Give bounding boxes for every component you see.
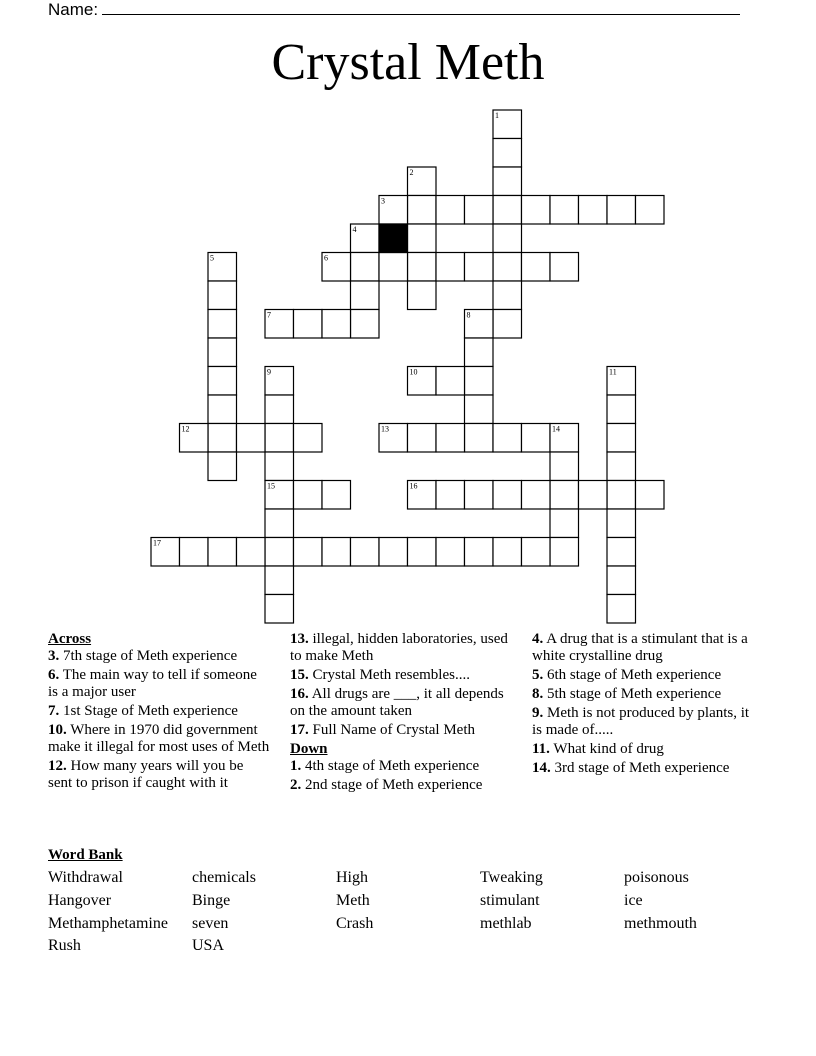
clue-number-10: 10: [409, 367, 418, 377]
grid-cell[interactable]: [208, 395, 237, 424]
word-bank-word: USA: [192, 937, 225, 954]
grid-cell[interactable]: [208, 253, 237, 282]
grid-cell[interactable]: [465, 253, 494, 282]
grid-cell[interactable]: [408, 481, 437, 510]
grid-cell[interactable]: [607, 196, 636, 225]
word-bank-word: Binge: [192, 892, 231, 909]
grid-cell[interactable]: [379, 253, 408, 282]
grid-cell[interactable]: [522, 196, 551, 225]
grid-cell[interactable]: [379, 538, 408, 567]
grid-cell[interactable]: [408, 424, 437, 453]
grid-cell[interactable]: [237, 424, 266, 453]
grid-cell[interactable]: [579, 196, 608, 225]
clue-column-1: [48, 631, 270, 794]
clue-across-15: 15. Crystal Meth resembles....: [290, 667, 470, 683]
grid-cell[interactable]: [607, 424, 636, 453]
grid-cell[interactable]: [550, 509, 579, 538]
grid-cell[interactable]: [522, 424, 551, 453]
grid-cell[interactable]: [465, 481, 494, 510]
clue-across-6: 6. The main way to tell if someone is a major user: [48, 667, 257, 700]
word-bank-word: Crash: [336, 915, 374, 932]
grid-cell[interactable]: [436, 481, 465, 510]
grid-cell[interactable]: [636, 196, 665, 225]
clue-across-7: 7. 1st Stage of Meth experience: [48, 703, 238, 719]
grid-cell[interactable]: [265, 395, 294, 424]
grid-cell[interactable]: [408, 224, 437, 253]
grid-cell[interactable]: [493, 167, 522, 196]
grid-cell[interactable]: [493, 253, 522, 282]
grid-cell[interactable]: [265, 310, 294, 339]
grid-cell[interactable]: [493, 196, 522, 225]
word-bank-word: methmouth: [624, 915, 697, 932]
clue-across-12: 12. How many years will you be sent to prison if caught with it: [48, 758, 244, 791]
grid-cell[interactable]: [465, 367, 494, 396]
grid-cell[interactable]: [351, 253, 380, 282]
grid-cell[interactable]: [493, 310, 522, 339]
clue-number-3: 3: [381, 196, 385, 206]
clue-across-16: 16. All drugs are ___, it all depends on the amount taken: [290, 686, 504, 719]
clue-number-8: 8: [466, 310, 471, 320]
grid-cell[interactable]: [294, 310, 323, 339]
grid-cell[interactable]: [607, 509, 636, 538]
grid-cell[interactable]: [522, 253, 551, 282]
clue-column-3: [532, 631, 762, 779]
grid-cell[interactable]: [493, 281, 522, 310]
grid-cell[interactable]: [607, 538, 636, 567]
word-bank-word: Meth: [336, 892, 370, 909]
grid-cell[interactable]: [493, 538, 522, 567]
grid-cell[interactable]: [636, 481, 665, 510]
clue-number-7: 7: [267, 310, 271, 320]
clue-across-17: 17. Full Name of Crystal Meth: [290, 722, 475, 738]
grid-cell[interactable]: [522, 481, 551, 510]
clue-down-11: 11. What kind of drug: [532, 741, 664, 757]
grid-cell[interactable]: [607, 595, 636, 624]
grid-cell[interactable]: [493, 139, 522, 168]
grid-cell[interactable]: [265, 509, 294, 538]
clue-number-5: 5: [210, 253, 214, 263]
clue-down-5: 5. 6th stage of Meth experience: [532, 667, 722, 683]
grid-cell[interactable]: [351, 538, 380, 567]
grid-cell[interactable]: [237, 538, 266, 567]
grid-cell[interactable]: [208, 281, 237, 310]
word-bank-title: Word Bank: [48, 847, 123, 863]
grid-cell[interactable]: [322, 538, 351, 567]
grid-cell[interactable]: [550, 424, 579, 453]
grid-cell[interactable]: [322, 310, 351, 339]
word-bank-word: High: [336, 869, 368, 886]
black-cell: [379, 224, 408, 253]
grid-cell[interactable]: [408, 253, 437, 282]
grid-cell[interactable]: [322, 481, 351, 510]
grid-cell[interactable]: [265, 566, 294, 595]
page-title: Crystal Meth: [271, 34, 545, 91]
name-field[interactable]: [48, 0, 740, 20]
across-header: Across: [48, 631, 92, 647]
grid-cell[interactable]: [493, 224, 522, 253]
clue-number-6: 6: [324, 253, 328, 263]
grid-cell[interactable]: [436, 253, 465, 282]
down-header: Down: [290, 741, 328, 757]
clue-down-8: 8. 5th stage of Meth experience: [532, 686, 722, 702]
clue-number-17: 17: [153, 538, 161, 548]
grid-cell[interactable]: [408, 367, 437, 396]
clue-number-14: 14: [552, 424, 560, 434]
word-bank-word: methlab: [480, 915, 532, 932]
grid-cell[interactable]: [408, 281, 437, 310]
name-underline: [102, 0, 740, 15]
clue-number-12: 12: [181, 424, 190, 434]
word-bank-word: Rush: [48, 937, 81, 954]
word-bank-word: Tweaking: [480, 869, 543, 886]
grid-cell[interactable]: [436, 367, 465, 396]
grid-cell[interactable]: [607, 481, 636, 510]
grid-cell[interactable]: [208, 538, 237, 567]
clue-down-9: 9. Meth is not produced by plants, it is made of.....: [532, 705, 750, 738]
grid-cell[interactable]: [180, 538, 209, 567]
grid-cell[interactable]: [607, 452, 636, 481]
grid-cell[interactable]: [465, 338, 494, 367]
grid-cell[interactable]: [493, 424, 522, 453]
grid-cell[interactable]: [408, 167, 437, 196]
grid-cell[interactable]: [607, 566, 636, 595]
grid-cell[interactable]: [208, 452, 237, 481]
word-bank-word: chemicals: [192, 869, 256, 886]
clue-number-9: 9: [267, 367, 271, 377]
grid-cell[interactable]: [550, 452, 579, 481]
clue-number-4: 4: [352, 225, 357, 234]
clue-down-4: 4. A drug that is a stimulant that is a white crystalline drug: [532, 631, 748, 664]
word-bank-word: stimulant: [480, 892, 540, 909]
clue-number-2: 2: [409, 168, 414, 177]
clue-across-13: 13. illegal, hidden laboratories, used to make Meth: [290, 631, 508, 664]
grid-cell[interactable]: [436, 424, 465, 453]
word-bank-word: Withdrawal: [48, 869, 123, 886]
grid-cell[interactable]: [294, 424, 323, 453]
clue-down-14: 14. 3rd stage of Meth experience: [532, 760, 730, 776]
grid-cell[interactable]: [493, 481, 522, 510]
grid-cell[interactable]: [265, 481, 294, 510]
grid-cell[interactable]: [294, 538, 323, 567]
grid-cell[interactable]: [351, 310, 380, 339]
grid-cell[interactable]: [579, 481, 608, 510]
clue-number-16: 16: [409, 481, 418, 491]
name-label: Name:: [48, 0, 99, 19]
grid-cell[interactable]: [265, 367, 294, 396]
grid-cell[interactable]: [522, 538, 551, 567]
grid-cell[interactable]: [322, 253, 351, 282]
grid-cell[interactable]: [208, 310, 237, 339]
grid-cell[interactable]: [294, 481, 323, 510]
grid-cell[interactable]: [379, 196, 408, 225]
clue-down-1: 1. 4th stage of Meth experience: [290, 758, 480, 774]
grid-cell[interactable]: [408, 196, 437, 225]
grid-cell[interactable]: [265, 538, 294, 567]
grid-cell[interactable]: [607, 395, 636, 424]
grid-cell[interactable]: [351, 224, 380, 253]
grid-cell[interactable]: [465, 395, 494, 424]
grid-cell[interactable]: [265, 452, 294, 481]
grid-cell[interactable]: [351, 281, 380, 310]
grid-cell[interactable]: [493, 110, 522, 139]
grid-cell[interactable]: [265, 424, 294, 453]
grid-cell[interactable]: [208, 367, 237, 396]
grid-cell[interactable]: [607, 367, 636, 396]
grid-cell[interactable]: [550, 253, 579, 282]
grid-cell[interactable]: [436, 538, 465, 567]
clue-number-11: 11: [609, 367, 617, 377]
clue-number-15: 15: [267, 481, 275, 491]
grid-cell[interactable]: [151, 538, 180, 567]
word-bank-word: Hangover: [48, 892, 112, 909]
grid-cell[interactable]: [550, 196, 579, 225]
grid-cell[interactable]: [265, 595, 294, 624]
grid-cell[interactable]: [550, 538, 579, 567]
grid-cell[interactable]: [550, 481, 579, 510]
grid-cell[interactable]: [436, 196, 465, 225]
grid-cell[interactable]: [465, 424, 494, 453]
clue-across-10: 10. Where in 1970 did government make it illegal for most uses of Meth: [48, 722, 270, 755]
clue-number-13: 13: [381, 424, 389, 434]
grid-cell[interactable]: [465, 196, 494, 225]
word-bank-word: seven: [192, 915, 229, 932]
word-bank-word: ice: [624, 892, 643, 909]
word-bank-word: poisonous: [624, 869, 689, 886]
grid-cell[interactable]: [180, 424, 209, 453]
clue-across-3: 3. 7th stage of Meth experience: [48, 648, 238, 664]
clue-column-2: [290, 631, 508, 796]
grid-cell[interactable]: [465, 538, 494, 567]
grid-cell[interactable]: [379, 424, 408, 453]
grid-cell[interactable]: [465, 310, 494, 339]
clue-number-1: 1: [495, 111, 499, 120]
grid-cell[interactable]: [208, 338, 237, 367]
grid-cell[interactable]: [408, 538, 437, 567]
grid-cell[interactable]: [208, 424, 237, 453]
word-bank-word: Methamphetamine: [48, 915, 168, 932]
clue-down-2: 2. 2nd stage of Meth experience: [290, 777, 483, 793]
